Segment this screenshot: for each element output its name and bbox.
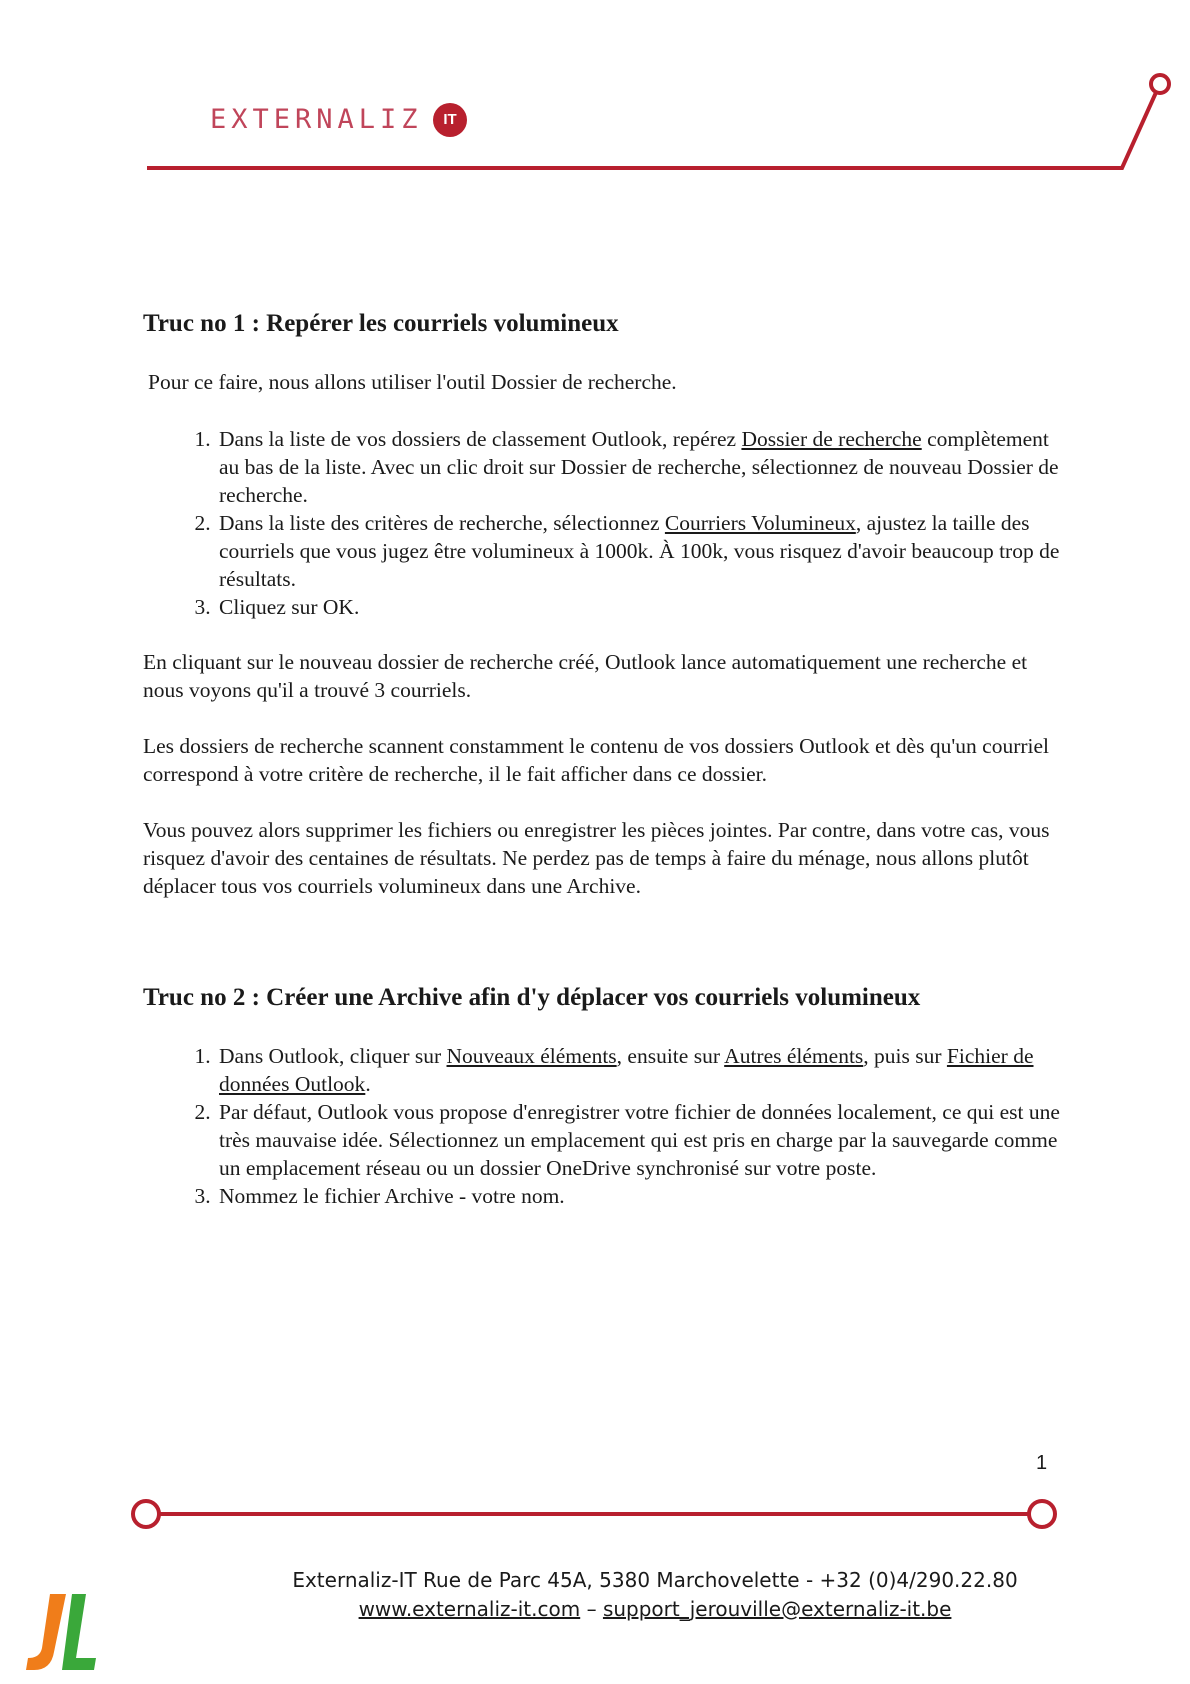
list-item: 1. Dans la liste de vos dossiers de classement Outlook, repérez Dossier de recherche complètement au bas de la liste. Avec un clic droit sur Dossier de recherche, sélectionnez de nouveau Dossier de recherche. bbox=[216, 425, 1068, 509]
link-courriers-volumineux[interactable]: Courriers Volumineux bbox=[664, 511, 856, 535]
list-item: 1. Dans Outlook, cliquer sur Nouveaux éléments, ensuite sur Autres éléments, puis sur Fichier de données Outlook. bbox=[216, 1042, 1068, 1098]
footer-address: Externaliz-IT Rue de Parc 45A, 5380 Marchovelette - +32 (0)4/290.22.80 bbox=[292, 1568, 1018, 1592]
logo-text: EXTERNALIZ bbox=[210, 104, 423, 135]
footer-line bbox=[0, 1490, 1190, 1540]
list-item: 3. Nommez le fichier Archive - votre nom. bbox=[216, 1182, 1068, 1210]
section2-title: Truc no 2 : Créer une Archive afin d'y déplacer vos courriels volumineux bbox=[143, 984, 921, 1011]
list-item: 2. Dans la liste des critères de recherche, sélectionnez Courriers Volumineux, ajustez la taille des courriels que vous jugez être volumineux à 1000k. À 100k, vous risquez d'avoir beaucoup trop de résultats. bbox=[216, 509, 1068, 593]
footer-links: www.externaliz-it.com – support_jerouville@externaliz-it.be bbox=[358, 1597, 952, 1621]
page-number: 1 bbox=[1036, 1452, 1048, 1474]
section2-list bbox=[143, 1042, 1068, 1210]
email-link[interactable]: support_jerouville@externaliz-it.be bbox=[602, 1597, 952, 1621]
paragraph: Vous pouvez alors supprimer les fichiers ou enregistrer les pièces jointes. Par contre, dans votre cas, vous risquez d'avoir des centaines de résultats. Ne perdez pas de temps à faire du ménage, nous allons plutôt déplacer tous vos courriels volumineux dans une Archive. bbox=[143, 818, 1050, 898]
section1-list bbox=[143, 425, 1068, 621]
link-dossier-recherche[interactable]: Dossier de recherche bbox=[741, 427, 922, 451]
section1-title: Truc no 1 : Repérer les courriels volumineux bbox=[143, 310, 619, 337]
paragraph: En cliquant sur le nouveau dossier de recherche créé, Outlook lance automatiquement une recherche et nous voyons qu'il a trouvé 3 courriels. bbox=[143, 650, 1028, 702]
header-line bbox=[0, 0, 1190, 200]
list-item: 2. Par défaut, Outlook vous propose d'enregistrer votre fichier de données localement, ce qui est une très mauvaise idée. Sélectionnez un emplacement qui est pris en charge par la sauvegarde comme un emplacement réseau ou un dossier OneDrive synchronisé sur votre poste. bbox=[216, 1098, 1068, 1182]
link-autres-elements[interactable]: Autres éléments bbox=[724, 1044, 864, 1068]
website-link[interactable]: www.externaliz-it.com bbox=[358, 1597, 581, 1621]
jl-logo bbox=[20, 1590, 100, 1680]
section1-intro: Pour ce faire, nous allons utiliser l'outil Dossier de recherche. bbox=[148, 370, 677, 394]
logo-badge: IT bbox=[433, 103, 467, 137]
link-nouveaux-elements[interactable]: Nouveaux éléments bbox=[446, 1044, 617, 1068]
list-item: 3. Cliquez sur OK. bbox=[216, 593, 1068, 621]
link-fichier-donnees[interactable]: Fichier de données Outlook bbox=[219, 1044, 1034, 1096]
paragraph: Les dossiers de recherche scannent constamment le contenu de vos dossiers Outlook et dès qu'un courriel correspond à votre critère de recherche, il le fait afficher dans ce dossier. bbox=[143, 734, 1050, 786]
